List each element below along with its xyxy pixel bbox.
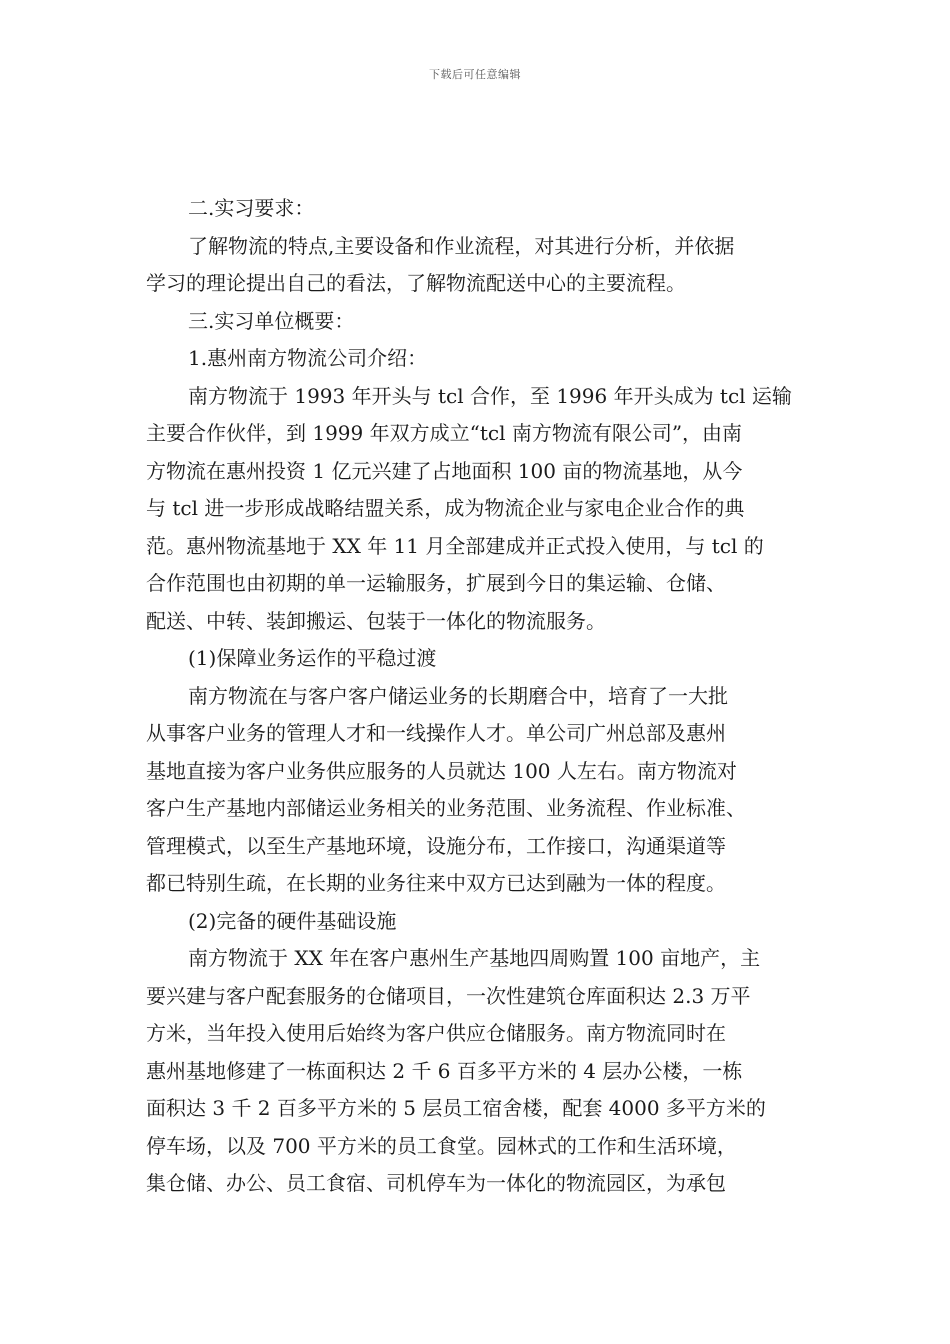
text-line: 惠州基地修建了一栋面积达 2 千 6 百多平方米的 4 层办公楼，一栋: [146, 1058, 743, 1083]
text-line: 方米，当年投入使用后始终为客户供应仓储服务。南方物流同时在: [146, 1021, 726, 1045]
text-line: (1)保障业务运作的平稳过渡: [188, 646, 437, 670]
text-line: 南方物流在与客户客户储运业务的长期磨合中，培育了一大批: [188, 683, 728, 708]
text-line: 面积达 3 千 2 百多平方米的 5 层员工宿舍楼，配套 4000 多平方米的: [146, 1096, 766, 1120]
text-line: 南方物流于 1993 年开头与 tcl 合作，至 1996 年开头成为 tcl 运输: [188, 383, 792, 408]
text-line: 与 tcl 进一步形成战略结盟关系，成为物流企业与家电企业合作的典: [146, 496, 745, 520]
text-line: 了解物流的特点,主要设备和作业流程，对其进行分析，并依据: [188, 233, 735, 258]
text-line: 合作范围也由初期的单一运输服务，扩展到今日的集运输、仓储、: [146, 571, 726, 595]
text-line: 范。惠州物流基地于 XX 年 11 月全部建成并正式投入使用，与 tcl 的: [146, 533, 764, 558]
text-line: 三.实习单位概要：: [188, 308, 355, 333]
text-line: 基地直接为客户业务供应服务的人员就达 100 人左右。南方物流对: [146, 758, 737, 783]
text-line: 1.惠州南方物流公司介绍：: [188, 346, 428, 370]
text-line: 客户生产基地内部储运业务相关的业务范围、业务流程、作业标准、: [146, 796, 746, 820]
text-line: 南方物流于 XX 年在客户惠州生产基地四周购置 100 亩地产，主: [188, 946, 761, 970]
text-line: 管理模式，以至生产基地环境，设施分布，工作接口，沟通渠道等: [146, 833, 726, 858]
text-line: 从事客户业务的管理人才和一线操作人才。单公司广州总部及惠州: [146, 721, 726, 745]
text-line: 主要合作伙伴，到 1999 年双方成立“tcl 南方物流有限公司”，由南: [146, 421, 743, 445]
text-line: 配送、中转、装卸搬运、包装于一体化的物流服务。: [146, 608, 606, 633]
text-line: 集仓储、办公、员工食宿、司机停车为一体化的物流园区，为承包: [146, 1171, 726, 1195]
text-line: 停车场，以及 700 平方米的员工食堂。园林式的工作和生活环境，: [146, 1133, 737, 1158]
text-line: 二.实习要求：: [188, 196, 315, 220]
text-line: 方物流在惠州投资 1 亿元兴建了占地面积 100 亩的物流基地，从今: [146, 458, 743, 483]
page-header: 下载后可任意编辑: [429, 68, 521, 81]
document-body: [146, 190, 816, 1203]
text-line: 要兴建与客户配套服务的仓储项目，一次性建筑仓库面积达 2.3 万平: [146, 983, 751, 1008]
text-line: (2)完备的硬件基础设施: [188, 908, 397, 933]
text-line: 学习的理论提出自己的看法，了解物流配送中心的主要流程。: [146, 271, 686, 295]
text-line: 都已特别生疏，在长期的业务往来中双方已达到融为一体的程度。: [146, 871, 726, 895]
